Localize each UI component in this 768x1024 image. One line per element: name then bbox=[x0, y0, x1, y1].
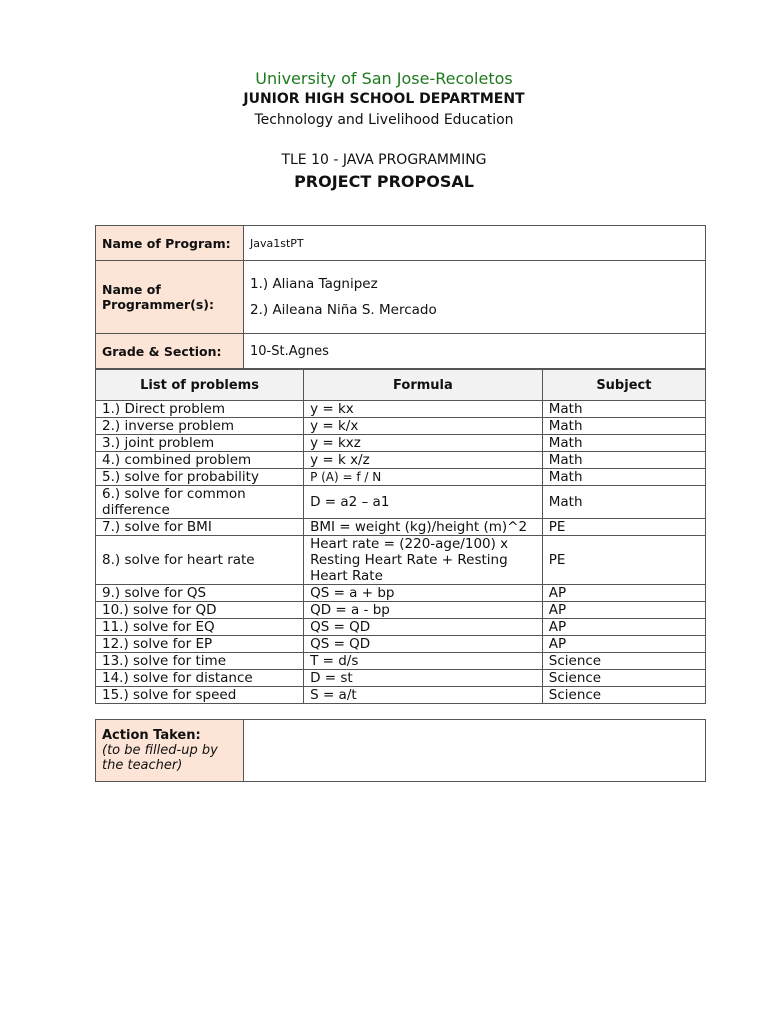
subject-cell: Math bbox=[542, 401, 705, 418]
table-row bbox=[96, 435, 706, 452]
problem-cell: 1.) Direct problem bbox=[96, 401, 304, 418]
header-formula: Formula bbox=[304, 370, 543, 401]
problem-cell: 8.) solve for heart rate bbox=[96, 536, 304, 585]
action-label-cell bbox=[96, 720, 244, 782]
formula-cell: y = k x/z bbox=[304, 452, 543, 469]
table-row bbox=[96, 452, 706, 469]
action-label: Action Taken: bbox=[102, 728, 201, 743]
formula-cell: y = kxz bbox=[304, 435, 543, 452]
university-name: University of San Jose-Recoletos bbox=[255, 69, 513, 88]
table-row bbox=[96, 585, 706, 602]
formula-cell: BMI = weight (kg)/height (m)^2 bbox=[304, 519, 543, 536]
programmer-2: 2.) Aileana Niña S. Mercado bbox=[250, 302, 437, 318]
formula-cell: y = kx bbox=[304, 401, 543, 418]
formula-cell: QD = a - bp bbox=[304, 602, 543, 619]
action-note: (to be filled-up by the teacher) bbox=[102, 743, 218, 773]
table-row bbox=[96, 619, 706, 636]
subject-cell: AP bbox=[542, 585, 705, 602]
table-row bbox=[96, 519, 706, 536]
formula-cell: QS = QD bbox=[304, 636, 543, 653]
program-value: Java1stPT bbox=[244, 226, 706, 261]
table-row bbox=[96, 636, 706, 653]
programmers-row bbox=[96, 261, 706, 334]
subject-cell: Math bbox=[542, 469, 705, 486]
problem-cell: 13.) solve for time bbox=[96, 653, 304, 670]
subject-cell: Math bbox=[542, 435, 705, 452]
problem-cell: 10.) solve for QD bbox=[96, 602, 304, 619]
table-row bbox=[96, 486, 706, 519]
document-header bbox=[0, 68, 768, 192]
formula-cell: Heart rate = (220-age/100) x Resting Heart Rate + Resting Heart Rate bbox=[304, 536, 543, 585]
subject-cell: Math bbox=[542, 486, 705, 519]
problem-cell: 14.) solve for distance bbox=[96, 670, 304, 687]
document-title: PROJECT PROPOSAL bbox=[294, 172, 474, 191]
problem-cell: 4.) combined problem bbox=[96, 452, 304, 469]
programmer-1: 1.) Aliana Tagnipez bbox=[250, 276, 378, 292]
problem-cell: 15.) solve for speed bbox=[96, 687, 304, 704]
formula-cell: P (A) = f / N bbox=[304, 469, 543, 486]
header-problems: List of problems bbox=[96, 370, 304, 401]
grade-label: Grade & Section: bbox=[96, 334, 244, 369]
programmers-label: Name of Programmer(s): bbox=[96, 261, 244, 334]
action-row bbox=[96, 720, 706, 782]
problem-cell: 3.) joint problem bbox=[96, 435, 304, 452]
formula-cell: D = a2 – a1 bbox=[304, 486, 543, 519]
subject-cell: Math bbox=[542, 452, 705, 469]
formula-cell: y = k/x bbox=[304, 418, 543, 435]
table-row bbox=[96, 469, 706, 486]
problem-cell: 6.) solve for common difference bbox=[96, 486, 304, 519]
subject-area: Technology and Livelihood Education bbox=[254, 112, 514, 128]
subject-cell: PE bbox=[542, 536, 705, 585]
table-row bbox=[96, 670, 706, 687]
problems-table bbox=[95, 369, 706, 704]
course-title: TLE 10 - JAVA PROGRAMMING bbox=[281, 152, 487, 168]
subject-cell: AP bbox=[542, 602, 705, 619]
grade-row bbox=[96, 334, 706, 369]
subject-cell: Science bbox=[542, 687, 705, 704]
subject-cell: Science bbox=[542, 670, 705, 687]
header-subject: Subject bbox=[542, 370, 705, 401]
problem-cell: 9.) solve for QS bbox=[96, 585, 304, 602]
problem-cell: 5.) solve for probability bbox=[96, 469, 304, 486]
problem-cell: 7.) solve for BMI bbox=[96, 519, 304, 536]
formula-cell: T = d/s bbox=[304, 653, 543, 670]
program-row bbox=[96, 226, 706, 261]
subject-cell: Math bbox=[542, 418, 705, 435]
table-row bbox=[96, 401, 706, 418]
formula-cell: D = st bbox=[304, 670, 543, 687]
problems-header-row bbox=[96, 370, 706, 401]
subject-cell: AP bbox=[542, 636, 705, 653]
formula-cell: QS = QD bbox=[304, 619, 543, 636]
subject-cell: AP bbox=[542, 619, 705, 636]
problem-cell: 11.) solve for EQ bbox=[96, 619, 304, 636]
table-row bbox=[96, 418, 706, 435]
programmers-value bbox=[244, 261, 706, 334]
problem-cell: 12.) solve for EP bbox=[96, 636, 304, 653]
table-row bbox=[96, 653, 706, 670]
program-info-table bbox=[95, 225, 706, 369]
table-row bbox=[96, 602, 706, 619]
problem-cell: 2.) inverse problem bbox=[96, 418, 304, 435]
table-row bbox=[96, 687, 706, 704]
department-name: JUNIOR HIGH SCHOOL DEPARTMENT bbox=[243, 91, 525, 107]
table-row bbox=[96, 536, 706, 585]
action-value bbox=[244, 720, 706, 782]
program-label: Name of Program: bbox=[96, 226, 244, 261]
action-table bbox=[95, 719, 706, 782]
subject-cell: Science bbox=[542, 653, 705, 670]
formula-cell: QS = a + bp bbox=[304, 585, 543, 602]
formula-cell: S = a/t bbox=[304, 687, 543, 704]
subject-cell: PE bbox=[542, 519, 705, 536]
grade-value: 10-St.Agnes bbox=[244, 334, 706, 369]
